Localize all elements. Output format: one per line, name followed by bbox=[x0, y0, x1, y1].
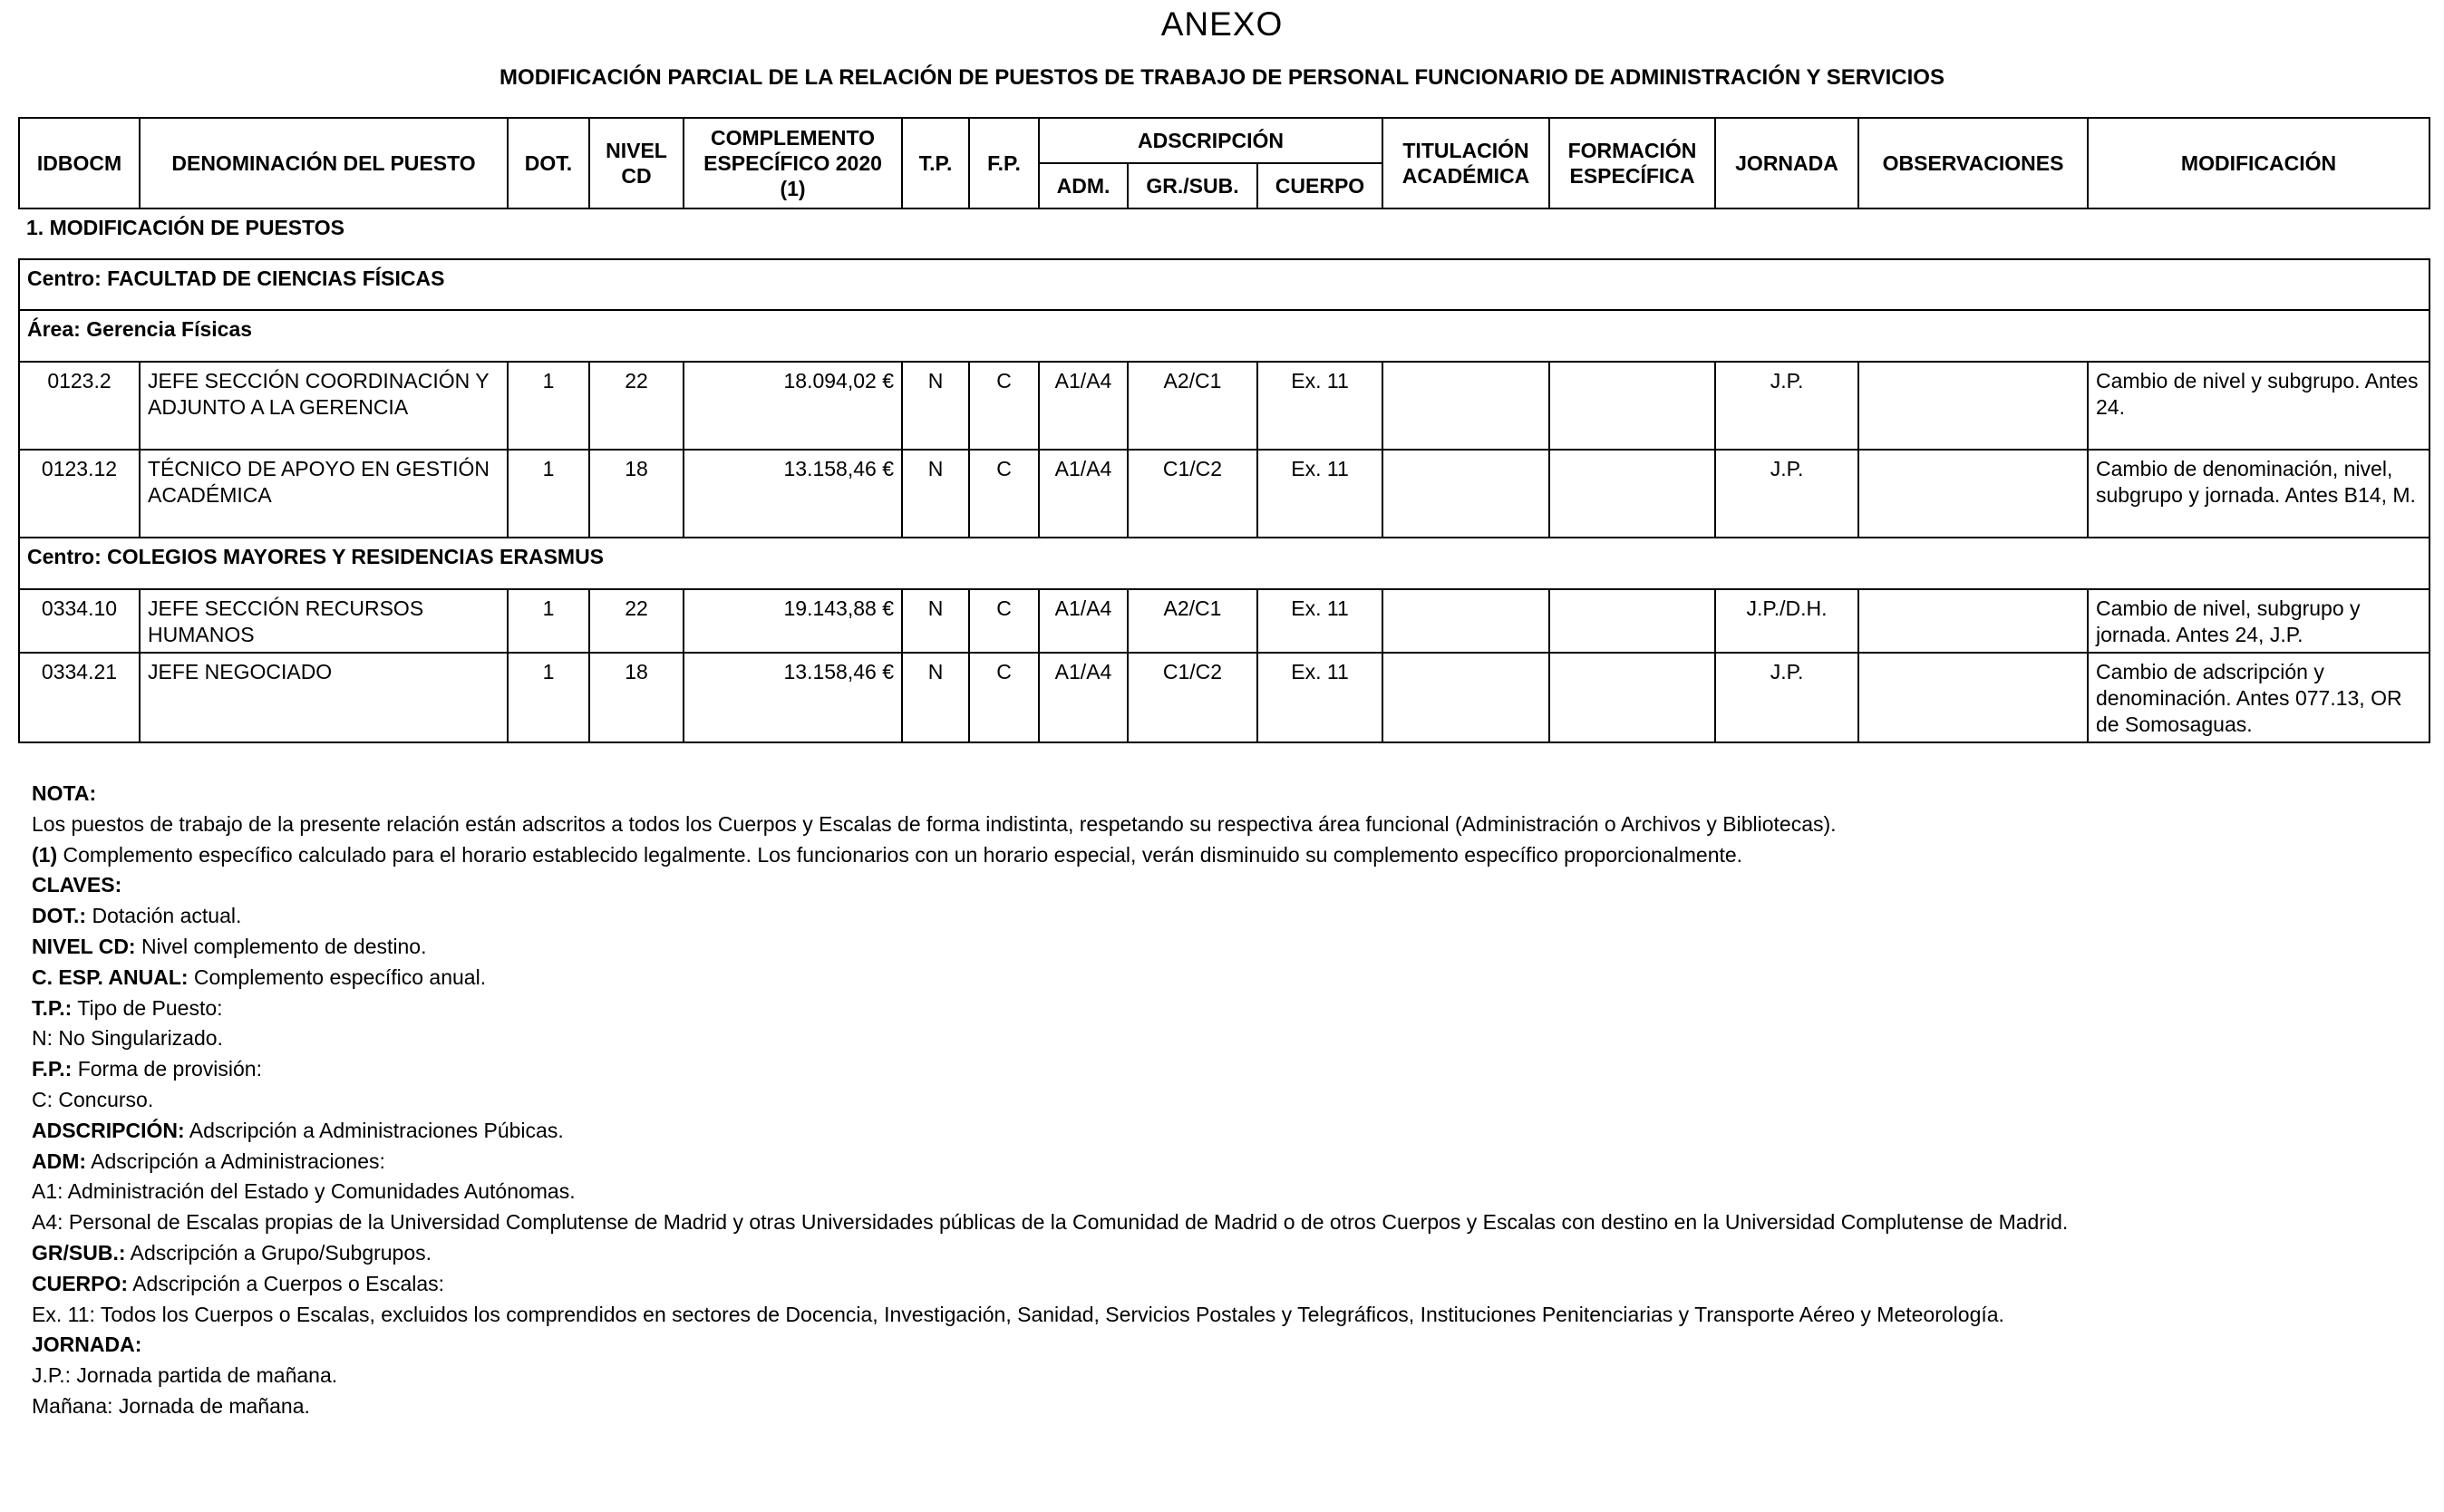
header-complemento: COMPLEMENTO ESPECÍFICO 2020 (1) bbox=[684, 118, 902, 208]
header-modificacion: MODIFICACIÓN bbox=[2088, 118, 2429, 208]
cell-dot: 1 bbox=[508, 589, 589, 653]
cell-grsub: A2/C1 bbox=[1128, 589, 1257, 653]
cell-denominacion: JEFE NEGOCIADO bbox=[140, 653, 508, 742]
clave-cesp: C. ESP. ANUAL: Complemento específico anual. bbox=[32, 964, 487, 989]
header-dot: DOT. bbox=[508, 118, 589, 208]
clave-grsub: GR/SUB.: Adscripción a Grupo/Subgrupos. bbox=[32, 1240, 432, 1265]
cell-grsub: C1/C2 bbox=[1128, 450, 1257, 538]
cell-cuerpo: Ex. 11 bbox=[1257, 653, 1382, 742]
centro-heading: Centro: FACULTAD DE CIENCIAS FÍSICAS bbox=[19, 259, 2429, 310]
jornada-heading: JORNADA: bbox=[32, 1333, 142, 1357]
cell-tp: N bbox=[902, 589, 969, 653]
header-observaciones: OBSERVACIONES bbox=[1858, 118, 2088, 208]
clave-fp-c: C: Concurso. bbox=[32, 1087, 154, 1111]
clave-tp: T.P.: Tipo de Puesto: bbox=[32, 995, 223, 1020]
header-grsub: GR./SUB. bbox=[1128, 163, 1257, 208]
section-heading: 1. MODIFICACIÓN DE PUESTOS bbox=[19, 208, 2429, 259]
cell-observaciones bbox=[1858, 362, 2088, 450]
cell-fp: C bbox=[969, 589, 1039, 653]
cell-formacion bbox=[1549, 362, 1715, 450]
cell-cuerpo: Ex. 11 bbox=[1257, 450, 1382, 538]
cell-formacion bbox=[1549, 653, 1715, 742]
cell-titulacion bbox=[1382, 653, 1549, 742]
cell-complemento: 18.094,02 € bbox=[684, 362, 902, 450]
cell-nivel: 18 bbox=[589, 450, 684, 538]
cell-tp: N bbox=[902, 450, 969, 538]
cell-complemento: 13.158,46 € bbox=[684, 653, 902, 742]
centro-heading: Centro: COLEGIOS MAYORES Y RESIDENCIAS ERASMUS bbox=[19, 538, 2429, 589]
clave-manana: Mañana: Jornada de mañana. bbox=[32, 1393, 310, 1418]
notes-section bbox=[32, 779, 2068, 1422]
cell-dot: 1 bbox=[508, 450, 589, 538]
clave-a4: A4: Personal de Escalas propias de la Universidad Complutense de Madrid y otras Universidades públicas de la Comunidad de Madrid o de otros Cuerpos y Escalas con destino en la Universidad Complutense de Madrid. bbox=[32, 1210, 2069, 1235]
cell-observaciones bbox=[1858, 653, 2088, 742]
cell-modificacion: Cambio de denominación, nivel, subgrupo y jornada. Antes B14, M. bbox=[2088, 450, 2429, 538]
header-cuerpo: CUERPO bbox=[1257, 163, 1382, 208]
cell-nivel: 22 bbox=[589, 362, 684, 450]
header-titulacion: TITULACIÓN ACADÉMICA bbox=[1382, 118, 1549, 208]
cell-nivel: 18 bbox=[589, 653, 684, 742]
cell-tp: N bbox=[902, 653, 969, 742]
clave-adscripcion: ADSCRIPCIÓN: Adscripción a Administraciones Púbicas. bbox=[32, 1118, 564, 1142]
cell-jornada: J.P. bbox=[1715, 653, 1858, 742]
cell-observaciones bbox=[1858, 589, 2088, 653]
cell-adm: A1/A4 bbox=[1039, 653, 1128, 742]
header-idbocm: IDBOCM bbox=[19, 118, 140, 208]
claves-heading: CLAVES: bbox=[32, 873, 122, 897]
clave-jp: J.P.: Jornada partida de mañana. bbox=[32, 1363, 338, 1388]
page-title: ANEXO bbox=[1160, 5, 1284, 43]
clave-adm: ADM: Adscripción a Administraciones: bbox=[32, 1149, 385, 1173]
cell-formacion bbox=[1549, 450, 1715, 538]
clave-ex11: Ex. 11: Todos los Cuerpos o Escalas, excluidos los comprendidos en sectores de Docencia, Investigación, Sanidad, Servicios Postales y Telegráficos, Instituciones Penitenciarias y Transporte Aéreo y Meteorología. bbox=[32, 1302, 2004, 1326]
cell-adm: A1/A4 bbox=[1039, 589, 1128, 653]
cell-fp: C bbox=[969, 362, 1039, 450]
cell-complemento: 19.143,88 € bbox=[684, 589, 902, 653]
cell-denominacion: TÉCNICO DE APOYO EN GESTIÓN ACADÉMICA bbox=[140, 450, 508, 538]
clave-tp-n: N: No Singularizado. bbox=[32, 1026, 223, 1051]
cell-modificacion: Cambio de adscripción y denominación. Antes 077.13, OR de Somosaguas. bbox=[2088, 653, 2429, 742]
cell-denominacion: JEFE SECCIÓN RECURSOS HUMANOS bbox=[140, 589, 508, 653]
nota-heading: NOTA: bbox=[32, 781, 97, 805]
clave-dot: DOT.: Dotación actual. bbox=[32, 904, 242, 928]
header-denominacion: DENOMINACIÓN DEL PUESTO bbox=[140, 118, 508, 208]
clave-cuerpo: CUERPO: Adscripción a Cuerpos o Escalas: bbox=[32, 1271, 445, 1295]
cell-idbocm: 0334.21 bbox=[19, 653, 140, 742]
cell-jornada: J.P. bbox=[1715, 362, 1858, 450]
cell-cuerpo: Ex. 11 bbox=[1257, 362, 1382, 450]
cell-jornada: J.P. bbox=[1715, 450, 1858, 538]
table-row bbox=[19, 589, 2429, 653]
cell-idbocm: 0334.10 bbox=[19, 589, 140, 653]
cell-grsub: A2/C1 bbox=[1128, 362, 1257, 450]
cell-tp: N bbox=[902, 362, 969, 450]
cell-idbocm: 0123.12 bbox=[19, 450, 140, 538]
cell-idbocm: 0123.2 bbox=[19, 362, 140, 450]
cell-adm: A1/A4 bbox=[1039, 450, 1128, 538]
clave-fp: F.P.: Forma de provisión: bbox=[32, 1057, 262, 1081]
header-fp: F.P. bbox=[969, 118, 1039, 208]
header-nivel-cd: NIVEL CD bbox=[589, 118, 684, 208]
cell-denominacion: JEFE SECCIÓN COORDINACIÓN Y ADJUNTO A LA GERENCIA bbox=[140, 362, 508, 450]
cell-modificacion: Cambio de nivel y subgrupo. Antes 24. bbox=[2088, 362, 2429, 450]
header-adm: ADM. bbox=[1039, 163, 1128, 208]
cell-modificacion: Cambio de nivel, subgrupo y jornada. Antes 24, J.P. bbox=[2088, 589, 2429, 653]
cell-fp: C bbox=[969, 450, 1039, 538]
cell-fp: C bbox=[969, 653, 1039, 742]
cell-cuerpo: Ex. 11 bbox=[1257, 589, 1382, 653]
header-tp: T.P. bbox=[902, 118, 969, 208]
page-subtitle: MODIFICACIÓN PARCIAL DE LA RELACIÓN DE PUESTOS DE TRABAJO DE PERSONAL FUNCIONARIO DE ADMINISTRACIÓN Y SERVICIOS bbox=[499, 65, 1945, 90]
cell-dot: 1 bbox=[508, 653, 589, 742]
cell-grsub: C1/C2 bbox=[1128, 653, 1257, 742]
table-row bbox=[19, 450, 2429, 538]
header-adscripcion: ADSCRIPCIÓN bbox=[1039, 118, 1382, 163]
header-formacion: FORMACIÓN ESPECÍFICA bbox=[1549, 118, 1715, 208]
cell-dot: 1 bbox=[508, 362, 589, 450]
table-row bbox=[19, 362, 2429, 450]
cell-titulacion bbox=[1382, 450, 1549, 538]
cell-jornada: J.P./D.H. bbox=[1715, 589, 1858, 653]
cell-formacion bbox=[1549, 589, 1715, 653]
cell-observaciones bbox=[1858, 450, 2088, 538]
area-heading: Área: Gerencia Físicas bbox=[19, 310, 2429, 362]
cell-titulacion bbox=[1382, 362, 1549, 450]
nota-text: Los puestos de trabajo de la presente relación están adscritos a todos los Cuerpos y Escalas de forma indistinta, respetando su respectiva área funcional (Administración o Archivos y Bibliotecas). bbox=[32, 811, 1837, 836]
cell-nivel: 22 bbox=[589, 589, 684, 653]
positions-table bbox=[18, 117, 2430, 743]
cell-titulacion bbox=[1382, 589, 1549, 653]
cell-complemento: 13.158,46 € bbox=[684, 450, 902, 538]
clave-a1: A1: Administración del Estado y Comunidades Autónomas. bbox=[32, 1179, 576, 1204]
header-jornada: JORNADA bbox=[1715, 118, 1858, 208]
table-row bbox=[19, 653, 2429, 742]
clave-nivel: NIVEL CD: Nivel complemento de destino. bbox=[32, 934, 427, 958]
note-1: (1) Complemento específico calculado para el horario establecido legalmente. Los funcionarios con un horario especial, verán disminuido su complemento específico proporcionalmente. bbox=[32, 842, 1743, 867]
cell-adm: A1/A4 bbox=[1039, 362, 1128, 450]
